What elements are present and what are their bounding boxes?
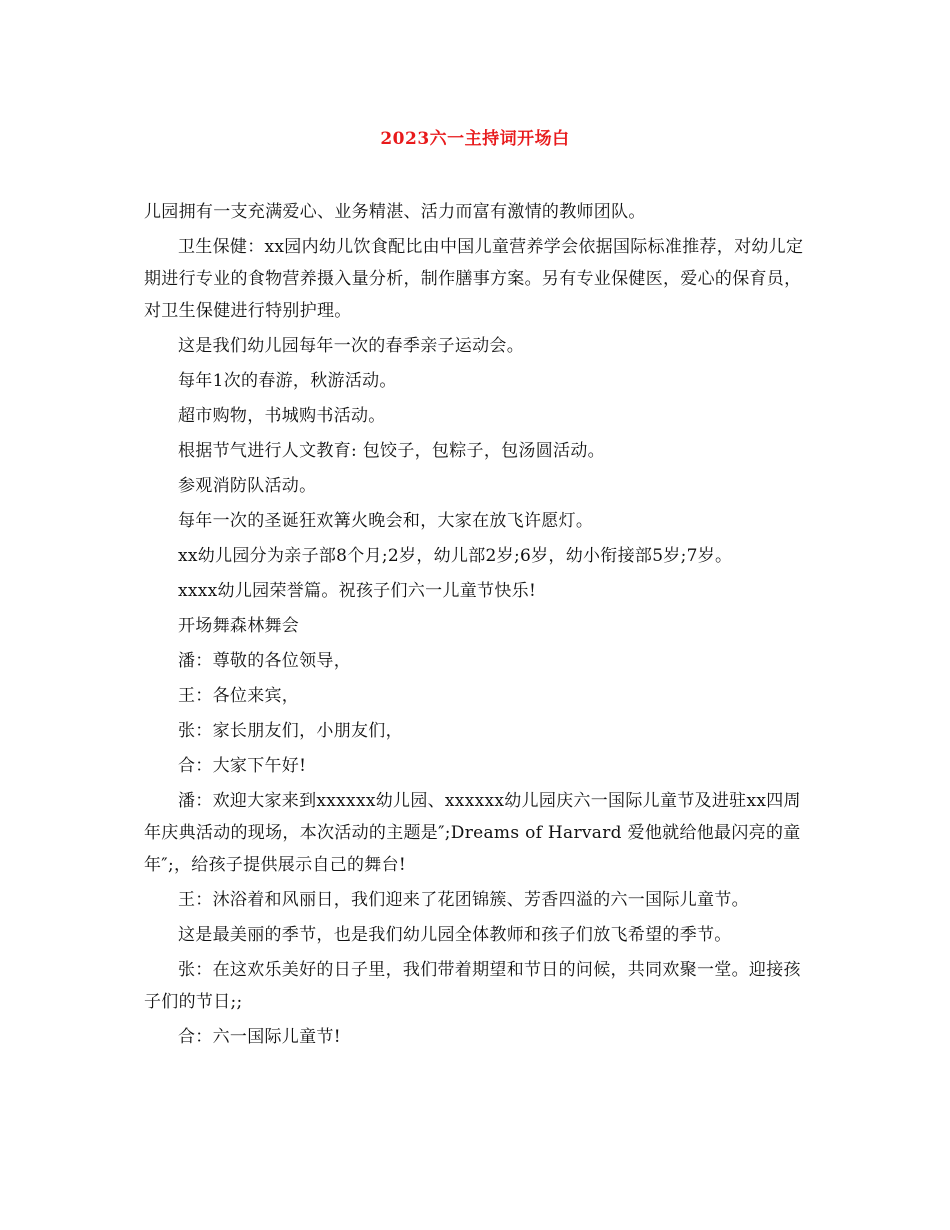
paragraph: 合：大家下午好! [178, 756, 307, 776]
paragraph: 张：在这欢乐美好的日子里，我们带着期望和节日的问候，共同欢聚一堂。迎接孩子们的节日;; [144, 960, 801, 1012]
paragraph: 潘：尊敬的各位领导， [178, 651, 351, 671]
paragraph: 每年1次的春游，秋游活动。 [178, 371, 397, 391]
paragraph: 儿园拥有一支充满爱心、业务精湛、活力而富有激情的教师团队。 [144, 202, 646, 222]
paragraph: 张：家长朋友们，小朋友们， [178, 721, 403, 741]
paragraph: xxxx幼儿园荣誉篇。祝孩子们六一儿童节快乐! [178, 581, 537, 601]
page-title: 2023六一主持词开场白 [380, 129, 570, 149]
paragraph: xx幼儿园分为亲子部8个月;2岁，幼儿部2岁;6岁，幼小衔接部5岁;7岁。 [178, 546, 733, 566]
paragraph: 这是我们幼儿园每年一次的春季亲子运动会。 [178, 336, 524, 356]
document-body [144, 196, 814, 1056]
paragraph: 参观消防队活动。 [178, 476, 317, 496]
paragraph: 卫生保健：xx园内幼儿饮食配比由中国儿童营养学会依据国际标准推荐，对幼儿定期进行专业的食物营养摄入量分析，制作膳事方案。另有专业保健医，爱心的保育员，对卫生保健进行特别护理。 [144, 237, 804, 321]
paragraph: 开场舞森林舞会 [178, 616, 300, 636]
paragraph: 超市购物，书城购书活动。 [178, 406, 386, 426]
paragraph: 每年一次的圣诞狂欢篝火晚会和，大家在放飞许愿灯。 [178, 511, 594, 531]
paragraph: 这是最美丽的季节，也是我们幼儿园全体教师和孩子们放飞希望的季节。 [178, 925, 732, 945]
paragraph: 王：各位来宾， [178, 686, 300, 706]
paragraph: 合：六一国际儿童节! [178, 1027, 341, 1047]
paragraph: 根据节气进行人文教育: 包饺子，包粽子，包汤圆活动。 [178, 441, 605, 461]
paragraph: 潘：欢迎大家来到xxxxxx幼儿园、xxxxxx幼儿园庆六一国际儿童节及进驻xx四周年庆典活动的现场，本次活动的主题是″;Dreams of Harvard 爱他就给他最闪亮的童年″;，给孩子提供展示自己的舞台! [144, 791, 801, 875]
paragraph: 王：沐浴着和风丽日，我们迎来了花团锦簇、芳香四溢的六一国际儿童节。 [178, 890, 749, 910]
